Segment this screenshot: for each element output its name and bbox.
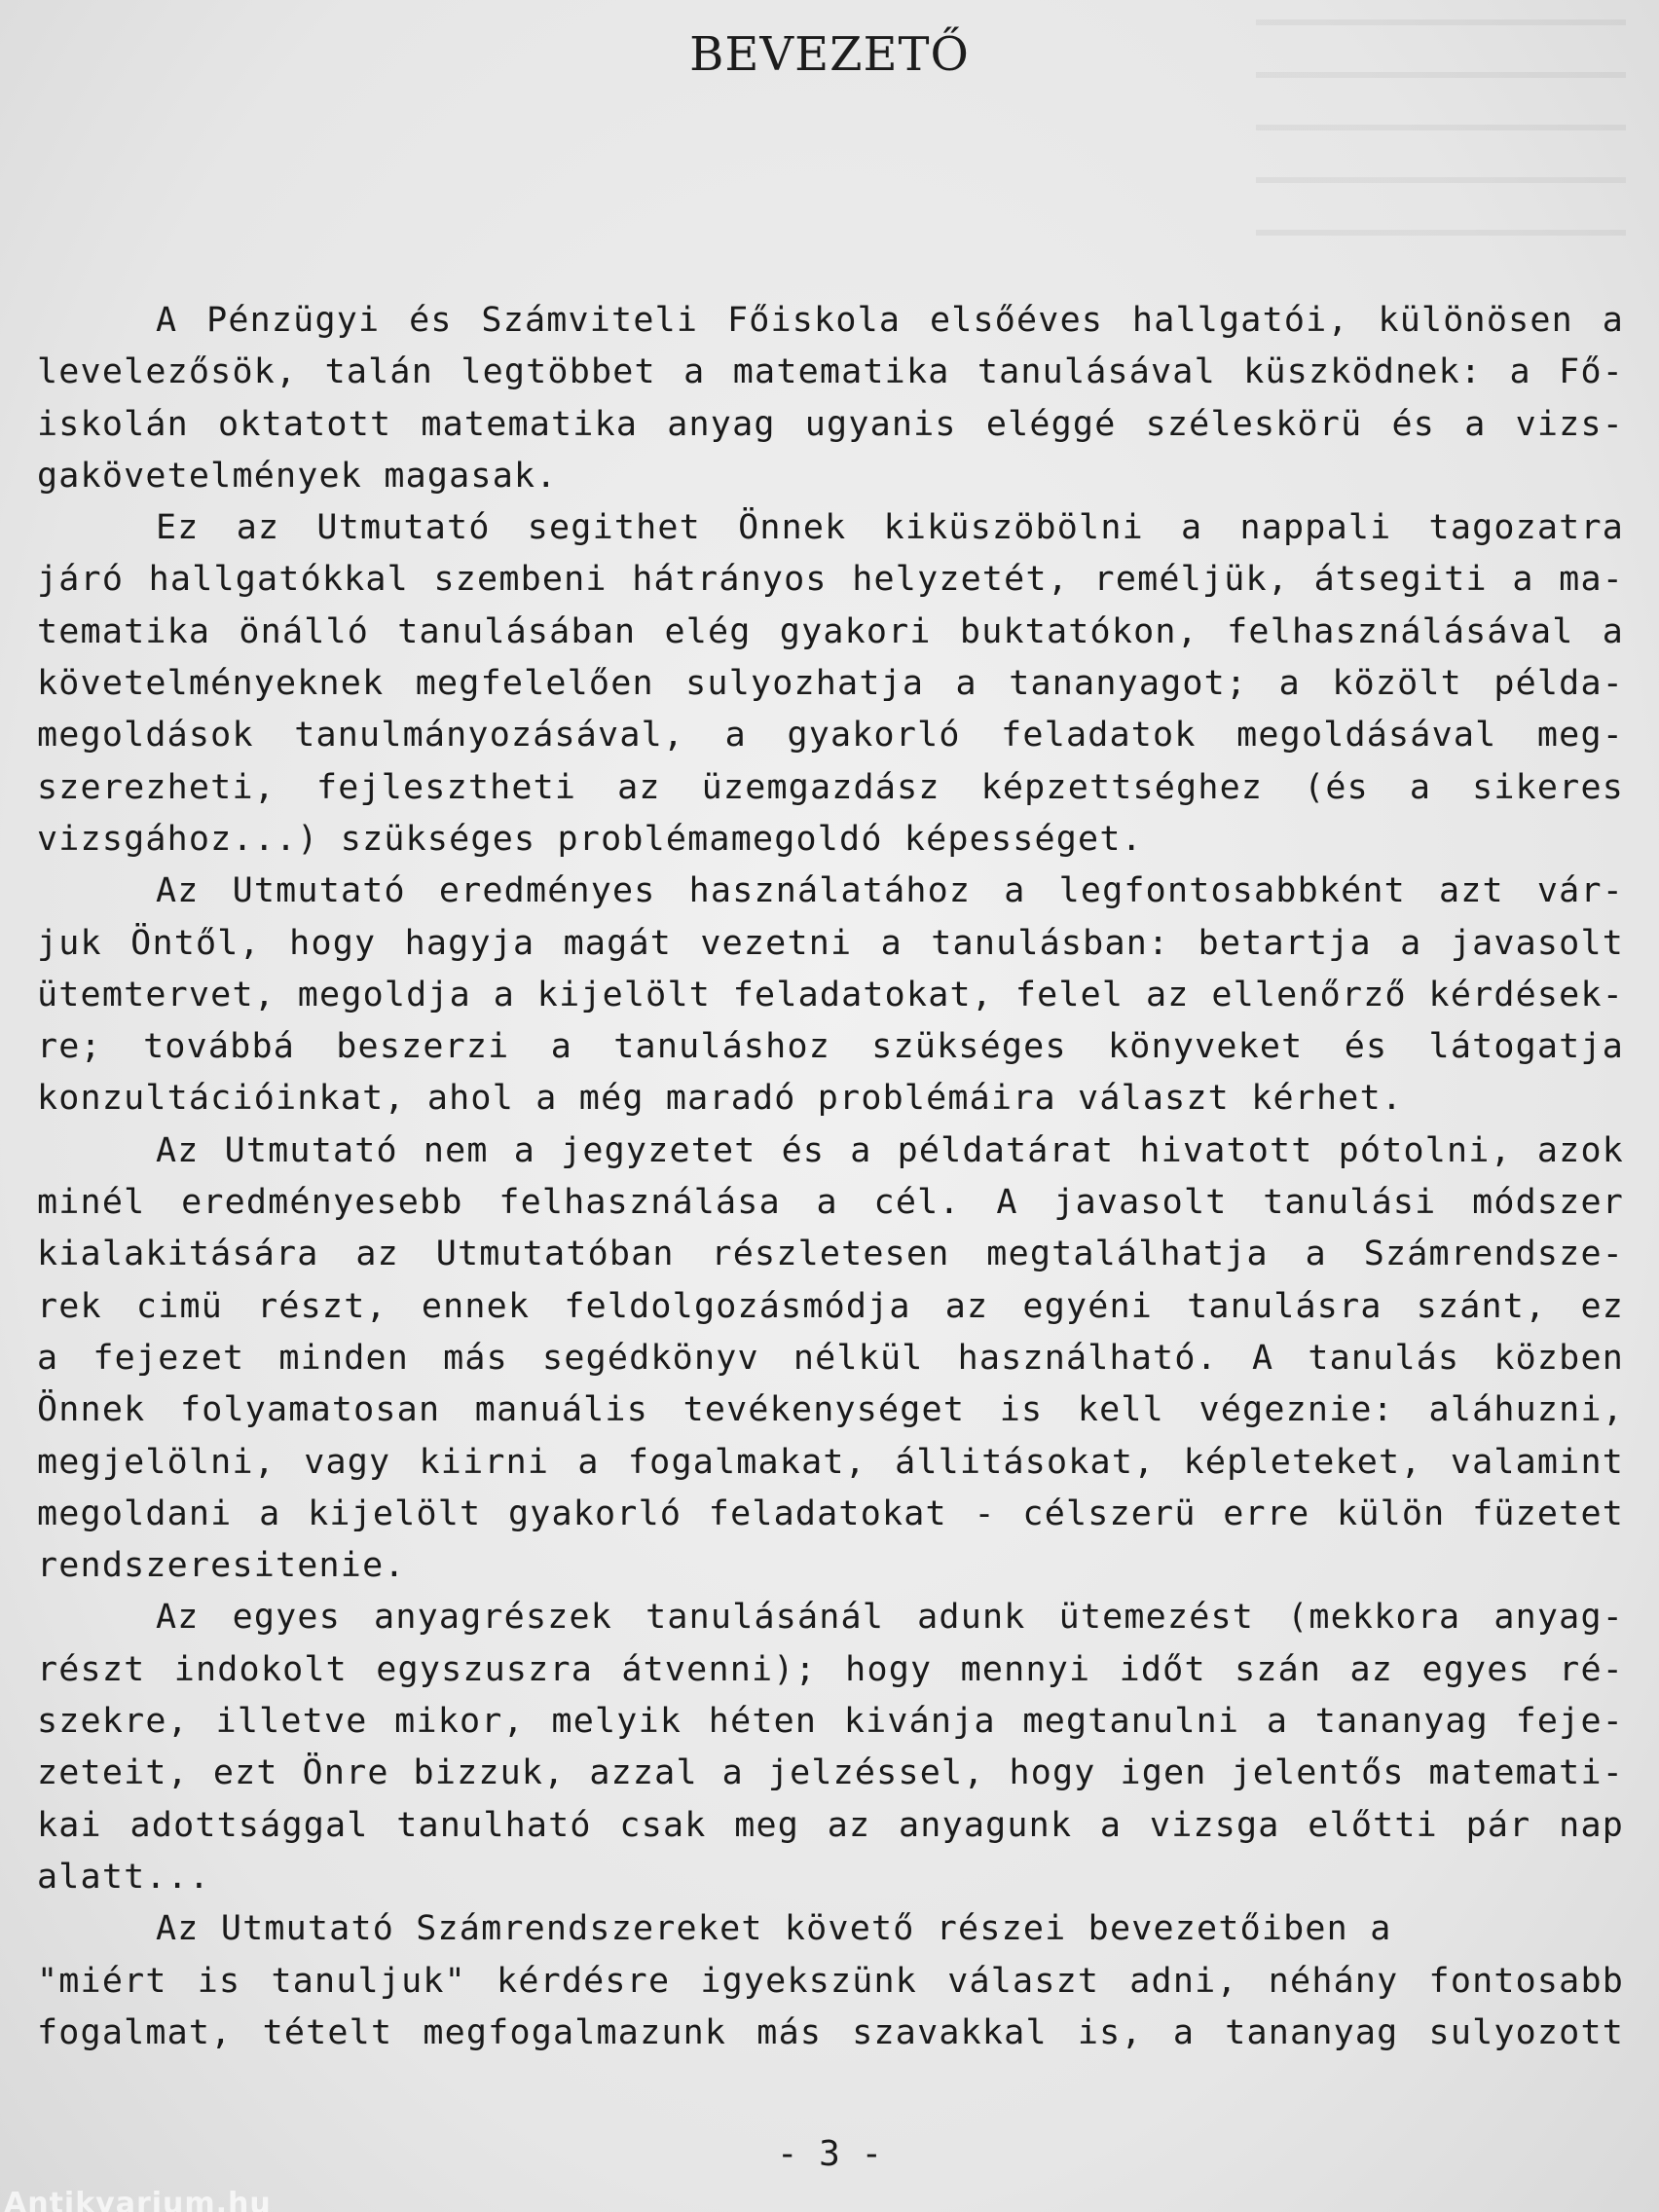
text-line: a fejezet minden más segédkönyv nélkül használható. A tanulás közben [37, 1338, 1624, 1378]
watermark: Antikvarium.hu [4, 2187, 272, 2212]
text-line: szerezheti, fejlesztheti az üzemgazdász képzettséghez (és a sikeres [37, 767, 1624, 807]
text-line: gakövetelmények magasak. [37, 456, 558, 496]
text-line: zeteit, ezt Önre bizzuk, azzal a jelzéssel, hogy igen jelentős matemati- [37, 1753, 1624, 1793]
text-line: kai adottsággal tanulható csak meg az anyagunk a vizsga előtti pár nap [37, 1805, 1624, 1845]
text-line: Ez az Utmutató segithet Önnek kiküszöbölni a nappali tagozatra [156, 508, 1624, 548]
text-line: megoldani a kijelölt gyakorló feladatokat - célszerü erre külön füzetet [37, 1493, 1624, 1533]
text-line: konzultációinkat, ahol a még maradó problémáira választ kérhet. [37, 1079, 1404, 1119]
text-line: megoldások tanulmányozásával, a gyakorló feladatok megoldásával meg- [37, 716, 1624, 756]
text-line: re; továbbá beszerzi a tanuláshoz szükséges könyveket és látogatja [37, 1027, 1624, 1067]
text-line: alatt... [37, 1857, 211, 1897]
text-line: Az Utmutató nem a jegyzetet és a példatárat hivatott pótolni, azok [156, 1130, 1624, 1170]
text-line: vizsgához...) szükséges problémamegoldó képességet. [37, 819, 1143, 859]
text-line: rendszeresitenie. [37, 1546, 406, 1586]
text-line: Az egyes anyagrészek tanulásánál adunk ütemezést (mekkora anyag- [156, 1598, 1624, 1638]
text-line: tematika önálló tanulásában elég gyakori buktatókon, felhasználásával a [37, 611, 1624, 651]
text-line: Az Utmutató Számrendszereket követő részei bevezetőiben a [156, 1909, 1392, 1949]
text-line: részt indokolt egyszuszra átvenni); hogy mennyi időt szán az egyes ré- [37, 1649, 1624, 1689]
text-line: minél eredményesebb felhasználása a cél. A javasolt tanulási módszer [37, 1183, 1624, 1223]
text-line: Az Utmutató eredményes használatához a legfontosabbként azt vár- [156, 871, 1624, 911]
document-body [37, 295, 1624, 2059]
text-line: követelményeknek megfelelően sulyozhatja a tananyagot; a közölt példa- [37, 664, 1624, 704]
text-line: Önnek folyamatosan manuális tevékenységet is kell végeznie: aláhuzni, [37, 1390, 1624, 1430]
text-line: járó hallgatókkal szembeni hátrányos helyzetét, reméljük, átsegiti a ma- [37, 560, 1624, 600]
text-line: szekre, illetve mikor, melyik héten kivánja megtanulni a tananyag feje- [37, 1702, 1624, 1742]
text-line: rek cimü részt, ennek feldolgozásmódja az egyéni tanulásra szánt, ez [37, 1286, 1624, 1326]
page-number: - 3 - [776, 2134, 883, 2174]
text-line: fogalmat, tételt megfogalmazunk más szavakkal is, a tananyag sulyozott [37, 2012, 1624, 2052]
page-title: BEVEZETŐ [689, 27, 970, 82]
text-line: ütemtervet, megoldja a kijelölt feladatokat, felel az ellenőrző kérdések- [37, 975, 1624, 1014]
text-line: kialakitására az Utmutatóban részletesen megtalálhatja a Számrendsze- [37, 1235, 1624, 1274]
text-line: A Pénzügyi és Számviteli Főiskola elsőéves hallgatói, különösen a [156, 301, 1624, 340]
text-line: iskolán oktatott matematika anyag ugyanis eléggé széleskörü és a vizs- [37, 404, 1624, 444]
text-line: "miért is tanuljuk" kérdésre igyekszünk választ adni, néhány fontosabb [37, 1961, 1624, 2001]
text-line: megjelölni, vagy kiirni a fogalmakat, állitásokat, képleteket, valamint [37, 1442, 1624, 1482]
text-line: levelezősök, talán legtöbbet a matematika tanulásával küszködnek: a Fő- [37, 352, 1624, 392]
text-line: juk Öntől, hogy hagyja magát vezetni a tanulásban: betartja a javasolt [37, 923, 1624, 963]
